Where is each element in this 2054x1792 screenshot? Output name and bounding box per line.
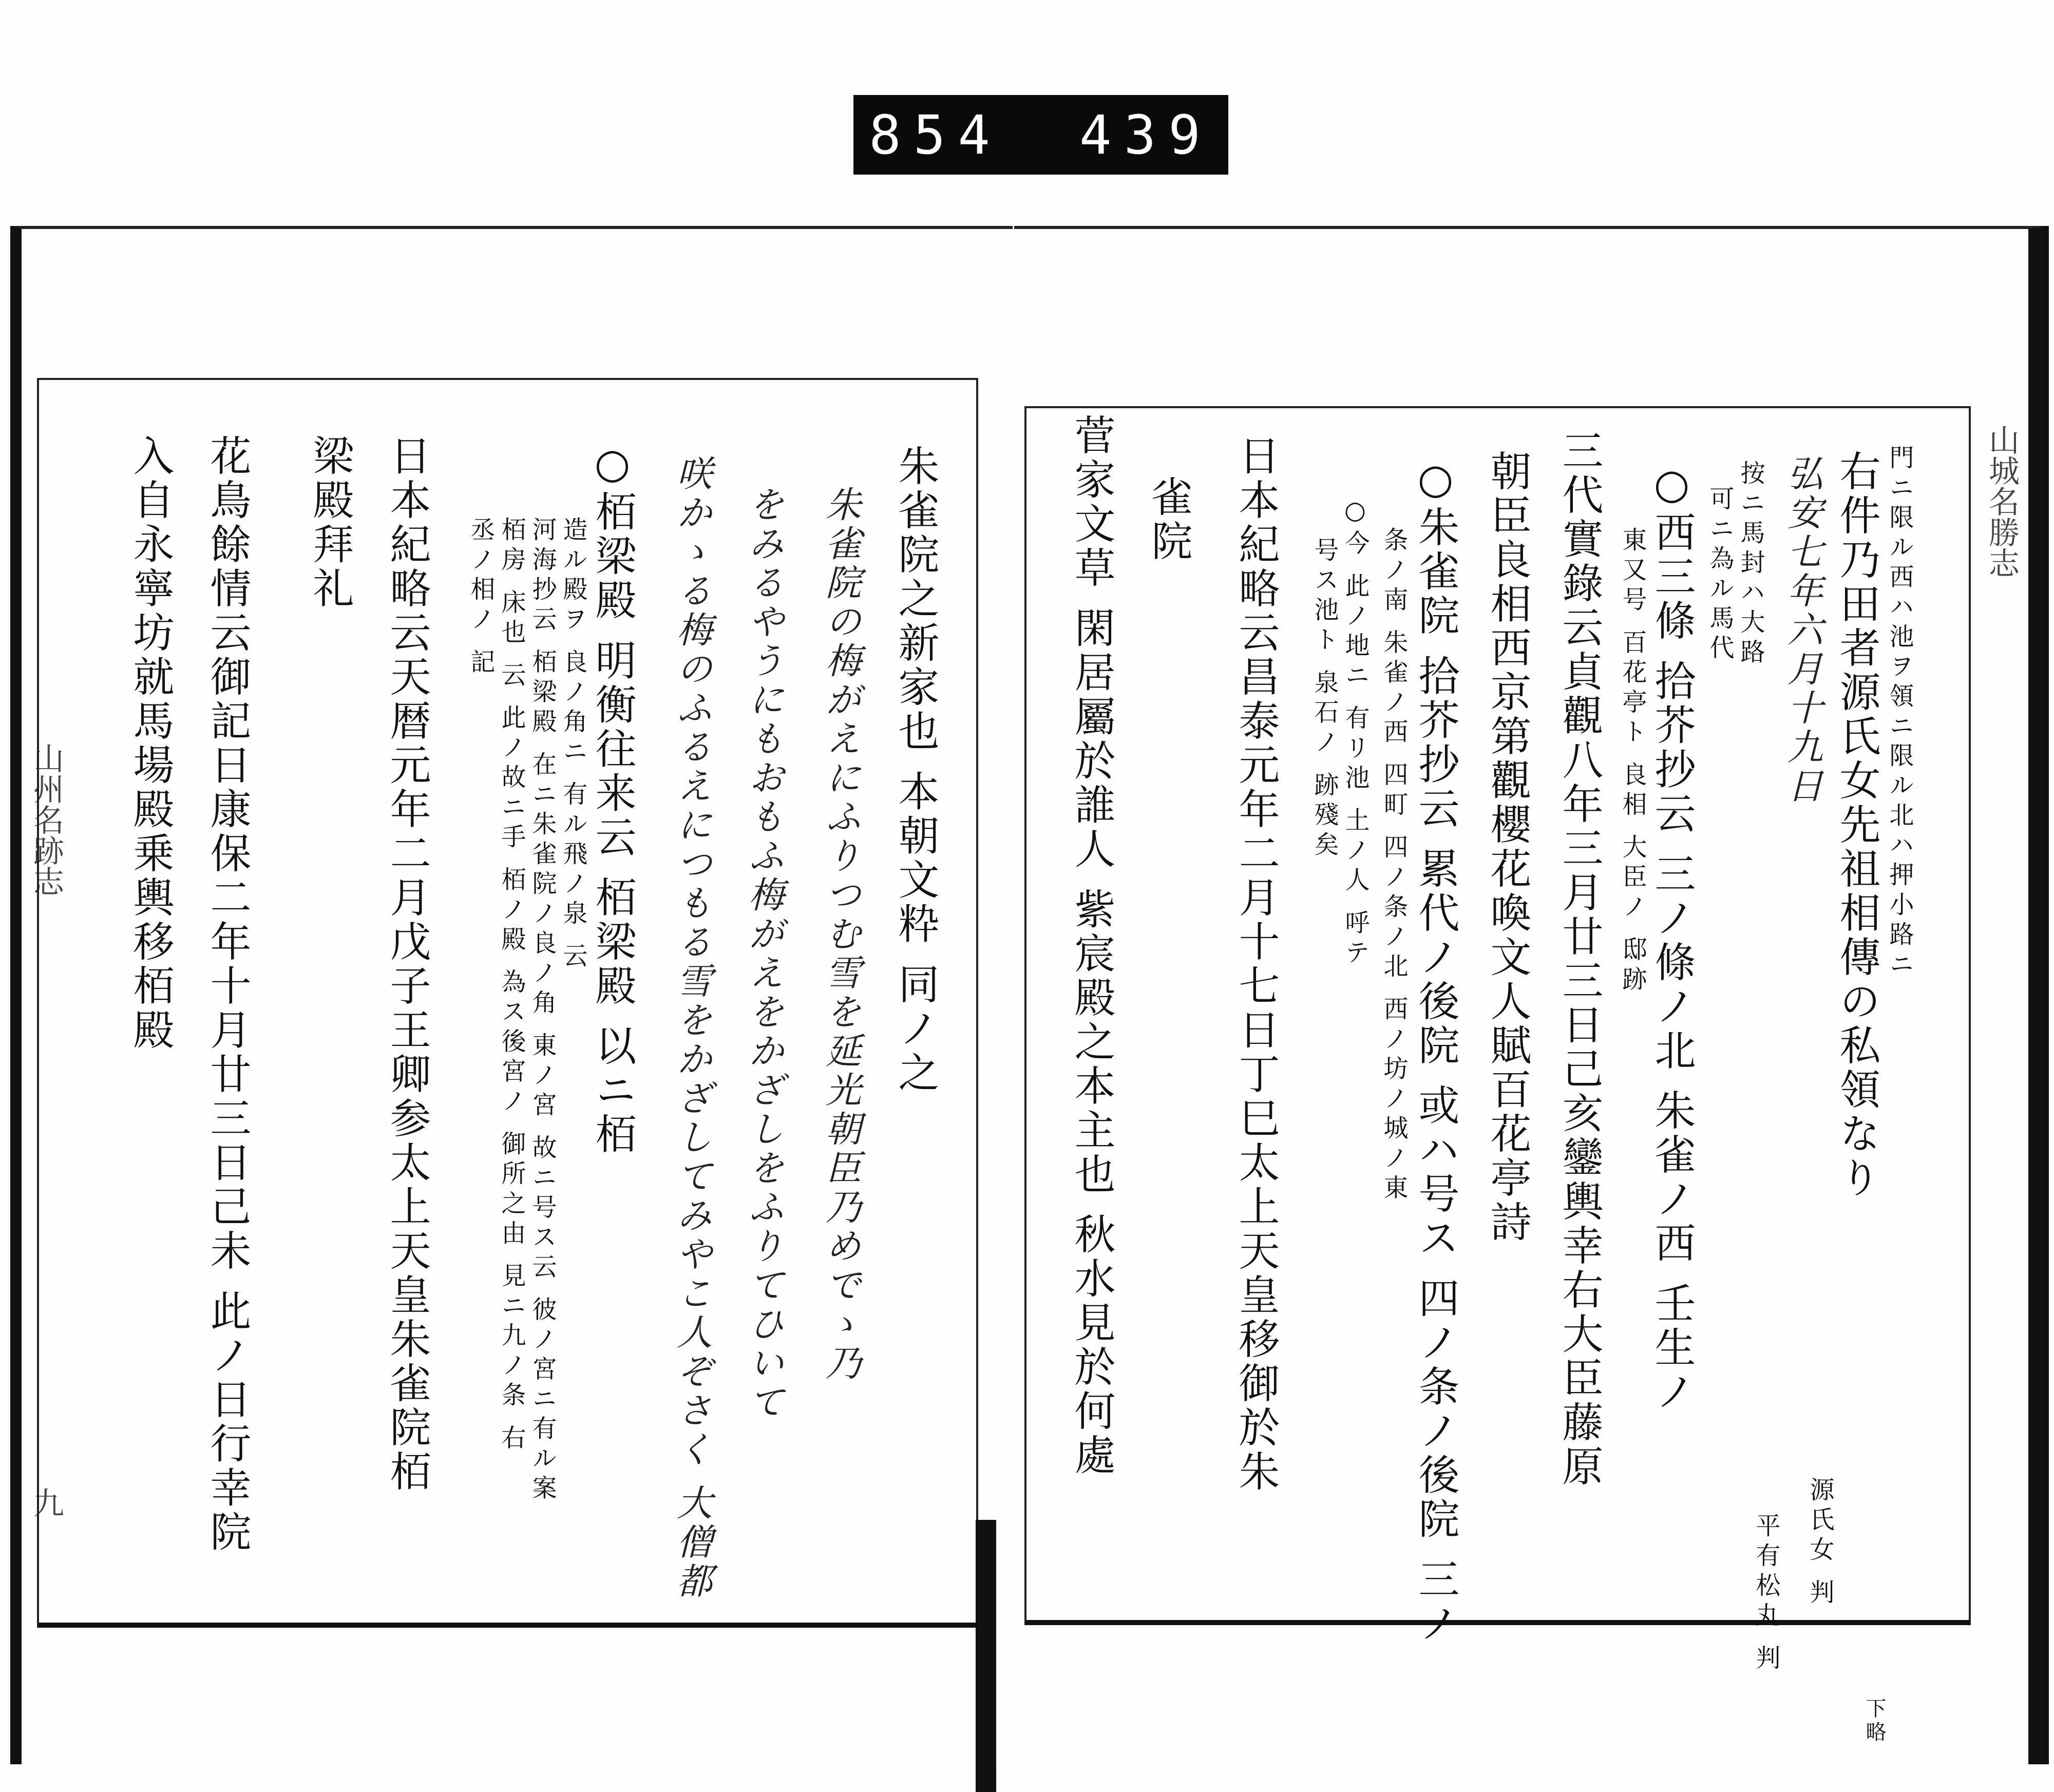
text-column-r12: ○今 此ノ地ニ 有リ池 土ノ人 呼テ xyxy=(1341,496,1370,969)
signature-hira-arimatsumaru: 平有松丸 判 xyxy=(1752,1513,1780,1675)
text-column-r7: 東又号 百花亭ト 良相 大臣ノ 邸跡 xyxy=(1618,527,1647,996)
text-column-r13: 号ス池ト 泉石ノ 跡殘矣 xyxy=(1310,537,1339,861)
text-column-r3: 弘安七年六月十九日 xyxy=(1781,455,1823,806)
text-column-r6: ○西三條 拾芥抄云 三ノ條ノ北 朱雀ノ西 壬生ノ xyxy=(1648,460,1696,1415)
text-column-l7: 河海抄云 栢梁殿 在ニ朱雀院ノ良ノ角 東ノ宮 故ニ号ス云 彼ノ宮ニ有ル案 xyxy=(528,517,557,1505)
note-abbreviated: 下略 xyxy=(1862,1698,1886,1745)
text-column-l10: 日本紀略云天暦元年二月戊子王卿参太上天皇朱雀院栢 xyxy=(383,434,431,1494)
book-spine xyxy=(976,1520,996,1792)
archive-number-left: 854 xyxy=(869,103,1002,166)
text-column-r8: 三代實錄云貞觀八年三月廿三日己亥鑾輿幸右大臣藤原 xyxy=(1555,429,1603,1489)
text-column-l12: 花鳥餘情云御記日康保二年十月廿三日己未 此ノ日行幸院 xyxy=(203,434,251,1555)
text-column-r1: 門ニ限ル西ハ池ヲ領ニ限ル北ハ押小路ニ xyxy=(1885,445,1914,981)
text-column-r10: ○朱雀院 拾芥抄云 累代ノ後院 或ハ号ス 四ノ条ノ後院 三ノ xyxy=(1412,455,1459,1647)
text-column-l13: 入自永寧坊就馬場殿乗輿移栢殿 xyxy=(126,434,174,1053)
text-column-r14: 日本紀略云昌泰元年二月十七日丁巳太上天皇移御於朱 xyxy=(1232,434,1280,1494)
text-column-l4: 咲かゝる梅のふるえにつもる雪をかざしてみやこ人ぞさく 大僧都 xyxy=(671,455,713,1602)
text-column-l11: 梁殿拜礼 xyxy=(306,434,354,611)
archive-number-right: 439 xyxy=(1079,103,1213,166)
text-column-r15: 雀院 xyxy=(1145,475,1192,564)
right-page-header: 山城名勝志 xyxy=(1984,424,2020,578)
text-column-r9: 朝臣良相西京第觀櫻花喚文人賦百花亭詩 xyxy=(1484,450,1531,1245)
right-page xyxy=(1014,226,2049,1764)
text-column-l5: ○栢梁殿 明衡往来云 栢梁殿 以ニ栢 xyxy=(588,440,636,1157)
left-page-folio: 九 xyxy=(28,1487,64,1518)
text-column-l2: 朱雀院の梅がえにふりつむ雪を延光朝臣乃めでゝ乃 xyxy=(820,486,862,1383)
text-column-r16: 菅家文草 閑居屬於誰人 紫宸殿之本主也 秋水見於何處 xyxy=(1068,414,1115,1478)
text-column-l6: 造ル殿ヲ 良ノ角ニ 有ル飛ノ泉 云 xyxy=(559,517,587,973)
text-column-l1: 朱雀院之新家也 本朝文粋 同ノ之 xyxy=(891,445,939,1095)
signature-genji-woman: 源氏女 判 xyxy=(1805,1477,1834,1609)
text-column-r4: 按ニ馬封ハ大路 xyxy=(1736,460,1765,669)
text-column-r11: 条ノ南 朱雀ノ西 四町 四ノ条ノ北 西ノ坊ノ城ノ東 xyxy=(1379,527,1408,1205)
text-column-r2: 右件乃田者源氏女先祖相傳の私領なり xyxy=(1833,450,1880,1200)
archive-number-label xyxy=(853,95,1228,175)
left-page-header: 山州名跡志 xyxy=(28,742,64,897)
text-column-r5: 可ニ為ル馬代 xyxy=(1705,486,1734,664)
left-page xyxy=(10,226,1013,1764)
text-column-l8: 栢房 床也 云 此ノ故ニ手 栢ノ殿 為ス後宮ノ 御所之由 見ニ九ノ条 右 xyxy=(497,517,526,1455)
text-column-l9: 丞ノ相ノ 記 xyxy=(466,517,495,679)
text-column-l3: をみるやうにもおもふ梅がえをかざしをふりてひいて xyxy=(743,486,785,1422)
